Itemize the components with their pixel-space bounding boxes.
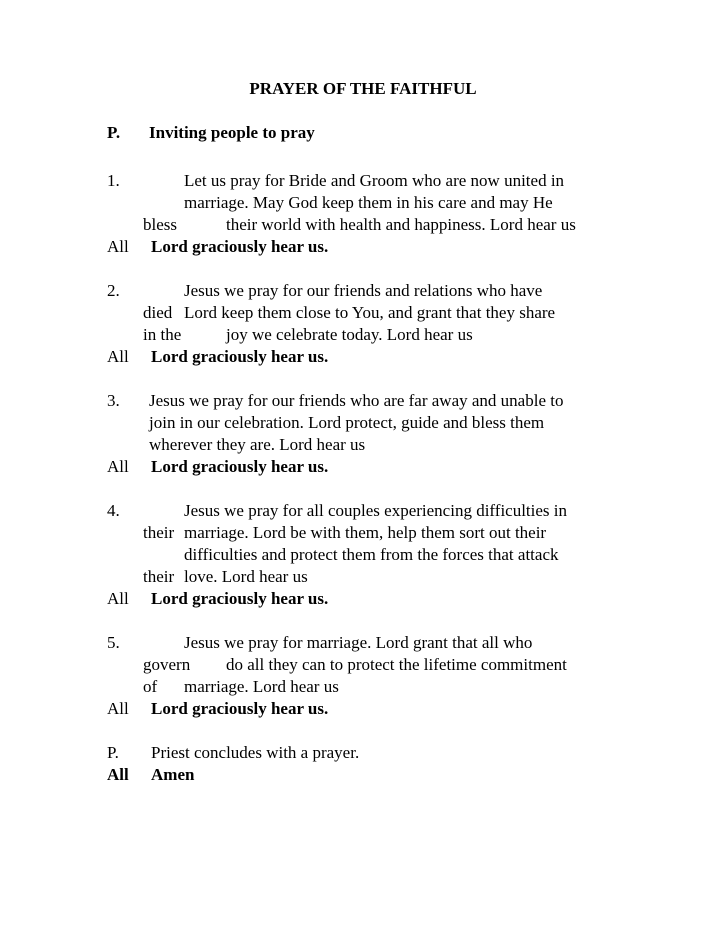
conclusion-marker: P. — [107, 743, 119, 762]
final-marker: All — [107, 765, 129, 784]
response-5-marker: All — [107, 699, 129, 718]
response-1-marker: All — [107, 237, 129, 256]
response-4-text: Lord graciously hear us. — [151, 589, 329, 608]
petition-2-line-3-lead: in the — [143, 325, 182, 344]
petition-5-line-1: Jesus we pray for marriage. Lord grant that all who — [184, 633, 533, 652]
petition-2-number: 2. — [107, 281, 120, 300]
petition-1-line-2: marriage. May God keep them in his care and may He — [184, 193, 553, 212]
petition-4-line-2: marriage. Lord be with them, help them sort out their — [184, 523, 547, 542]
petition-1-number: 1. — [107, 171, 120, 190]
petition-3-number: 3. — [107, 391, 120, 410]
petition-4-number: 4. — [107, 501, 120, 520]
petition-2-line-1: Jesus we pray for our friends and relations who have — [184, 281, 543, 300]
response-1-text: Lord graciously hear us. — [151, 237, 329, 256]
conclusion-text: Priest concludes with a prayer. — [151, 743, 360, 762]
petition-3-line-1: Jesus we pray for our friends who are far away and unable to — [149, 391, 564, 410]
intro-marker: P. — [107, 123, 121, 142]
petition-5-number: 5. — [107, 633, 120, 652]
petition-4-line-2-lead: their — [143, 523, 175, 542]
petition-1-line-3-lead: bless — [143, 215, 177, 234]
petition-4-line-4: love. Lord hear us — [184, 567, 308, 586]
final-text: Amen — [151, 765, 195, 784]
response-2-text: Lord graciously hear us. — [151, 347, 329, 366]
petition-4-line-4-lead: their — [143, 567, 175, 586]
petition-5-line-3: marriage. Lord hear us — [184, 677, 339, 696]
petition-5-line-3-lead: of — [143, 677, 158, 696]
response-2-marker: All — [107, 347, 129, 366]
response-4-marker: All — [107, 589, 129, 608]
petition-3-line-3: wherever they are. Lord hear us — [149, 435, 366, 454]
petition-2-line-3: joy we celebrate today. Lord hear us — [226, 325, 473, 344]
petition-5-line-2: do all they can to protect the lifetime commitment — [226, 655, 567, 674]
response-3-marker: All — [107, 457, 129, 476]
petition-3-line-2: join in our celebration. Lord protect, guide and bless them — [149, 413, 545, 432]
petition-4-line-3: difficulties and protect them from the forces that attack — [184, 545, 559, 564]
page-title: PRAYER OF THE FAITHFUL — [249, 79, 477, 98]
response-3-text: Lord graciously hear us. — [151, 457, 329, 476]
petition-4-line-1: Jesus we pray for all couples experiencing difficulties in — [184, 501, 568, 520]
petition-2-line-2-lead: died — [143, 303, 173, 322]
petition-1-line-3: their world with health and happiness. Lord hear us — [226, 215, 576, 234]
petition-5-line-2-lead: govern — [143, 655, 191, 674]
petition-1-line-1: Let us pray for Bride and Groom who are now united in — [184, 171, 565, 190]
response-5-text: Lord graciously hear us. — [151, 699, 329, 718]
petition-2-line-2: Lord keep them close to You, and grant that they share — [184, 303, 556, 322]
intro-text: Inviting people to pray — [149, 123, 315, 142]
